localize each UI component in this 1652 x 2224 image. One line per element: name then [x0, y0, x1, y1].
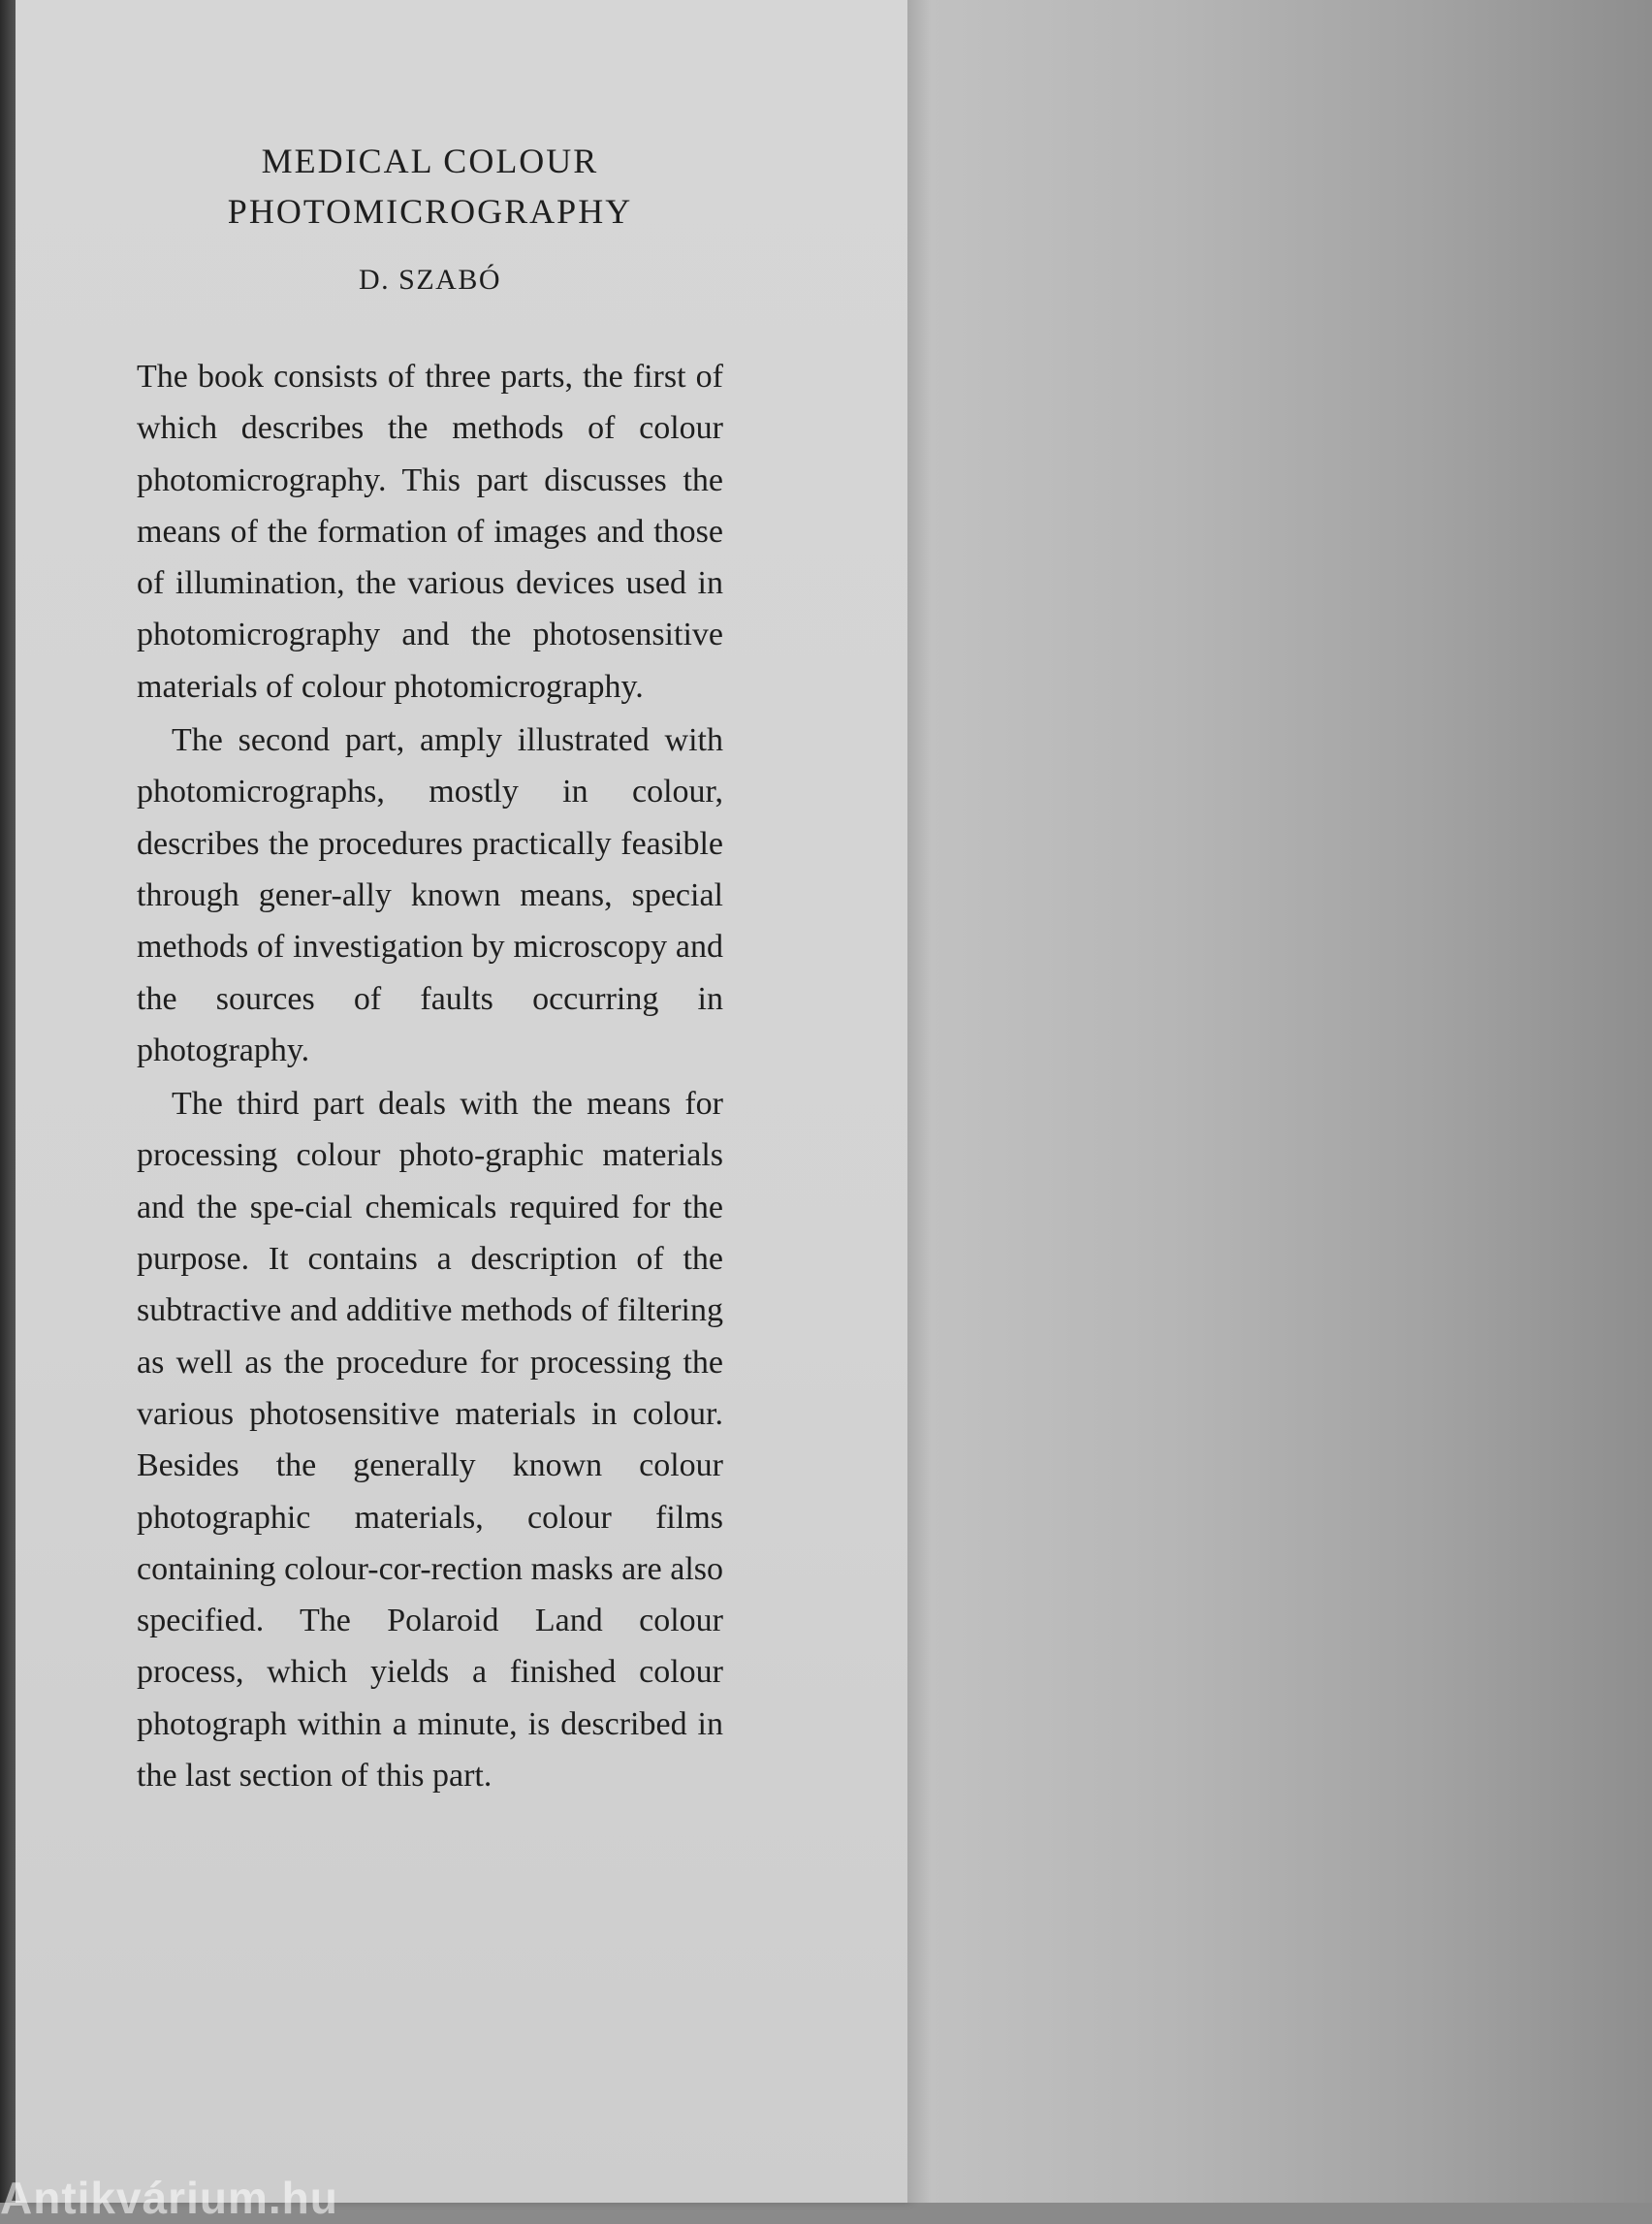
title-line-1: MEDICAL COLOUR: [261, 142, 599, 180]
book-title: [137, 136, 723, 237]
book-edge-strip: [0, 0, 16, 2203]
author-name: D. SZABÓ: [358, 264, 501, 296]
paragraph-part-three: The third part deals with the means for processing colour photo-graphic materials and the spe-cial chemicals required for the purpose. It contains a description of the subtractive and additive methods of filtering as well as the procedure for processing the various photosensitive materials in colour. Besides the generally known colour photographic materials, colour films containing colour-cor-rection masks are also specified. The Polaroid Land colour process, which yields a finished colour photograph within a minute, is described in the last section of this part.: [137, 1086, 723, 1795]
paragraph-part-one: The book consists of three parts, the first of which describes the methods of colour photomicrography. This part discusses the means of the formation of images and those of illumination, the various devices used in photomicrography and the photosensitive materials of colour photomicrography.: [137, 359, 723, 705]
watermark-text: Antikvárium.hu: [0, 2173, 338, 2223]
dust-jacket-flap: [16, 0, 907, 2203]
flap-content: [137, 136, 723, 1803]
title-line-2: PHOTOMICROGRAPHY: [227, 192, 633, 231]
facing-page: [907, 0, 1652, 2203]
paragraph-part-two: The second part, amply illustrated with photomicrographs, mostly in colour, describes the procedures practically feasible through gener-ally known means, special methods of investigation by microscopy and the sources of faults occurring in photography.: [137, 722, 723, 1068]
